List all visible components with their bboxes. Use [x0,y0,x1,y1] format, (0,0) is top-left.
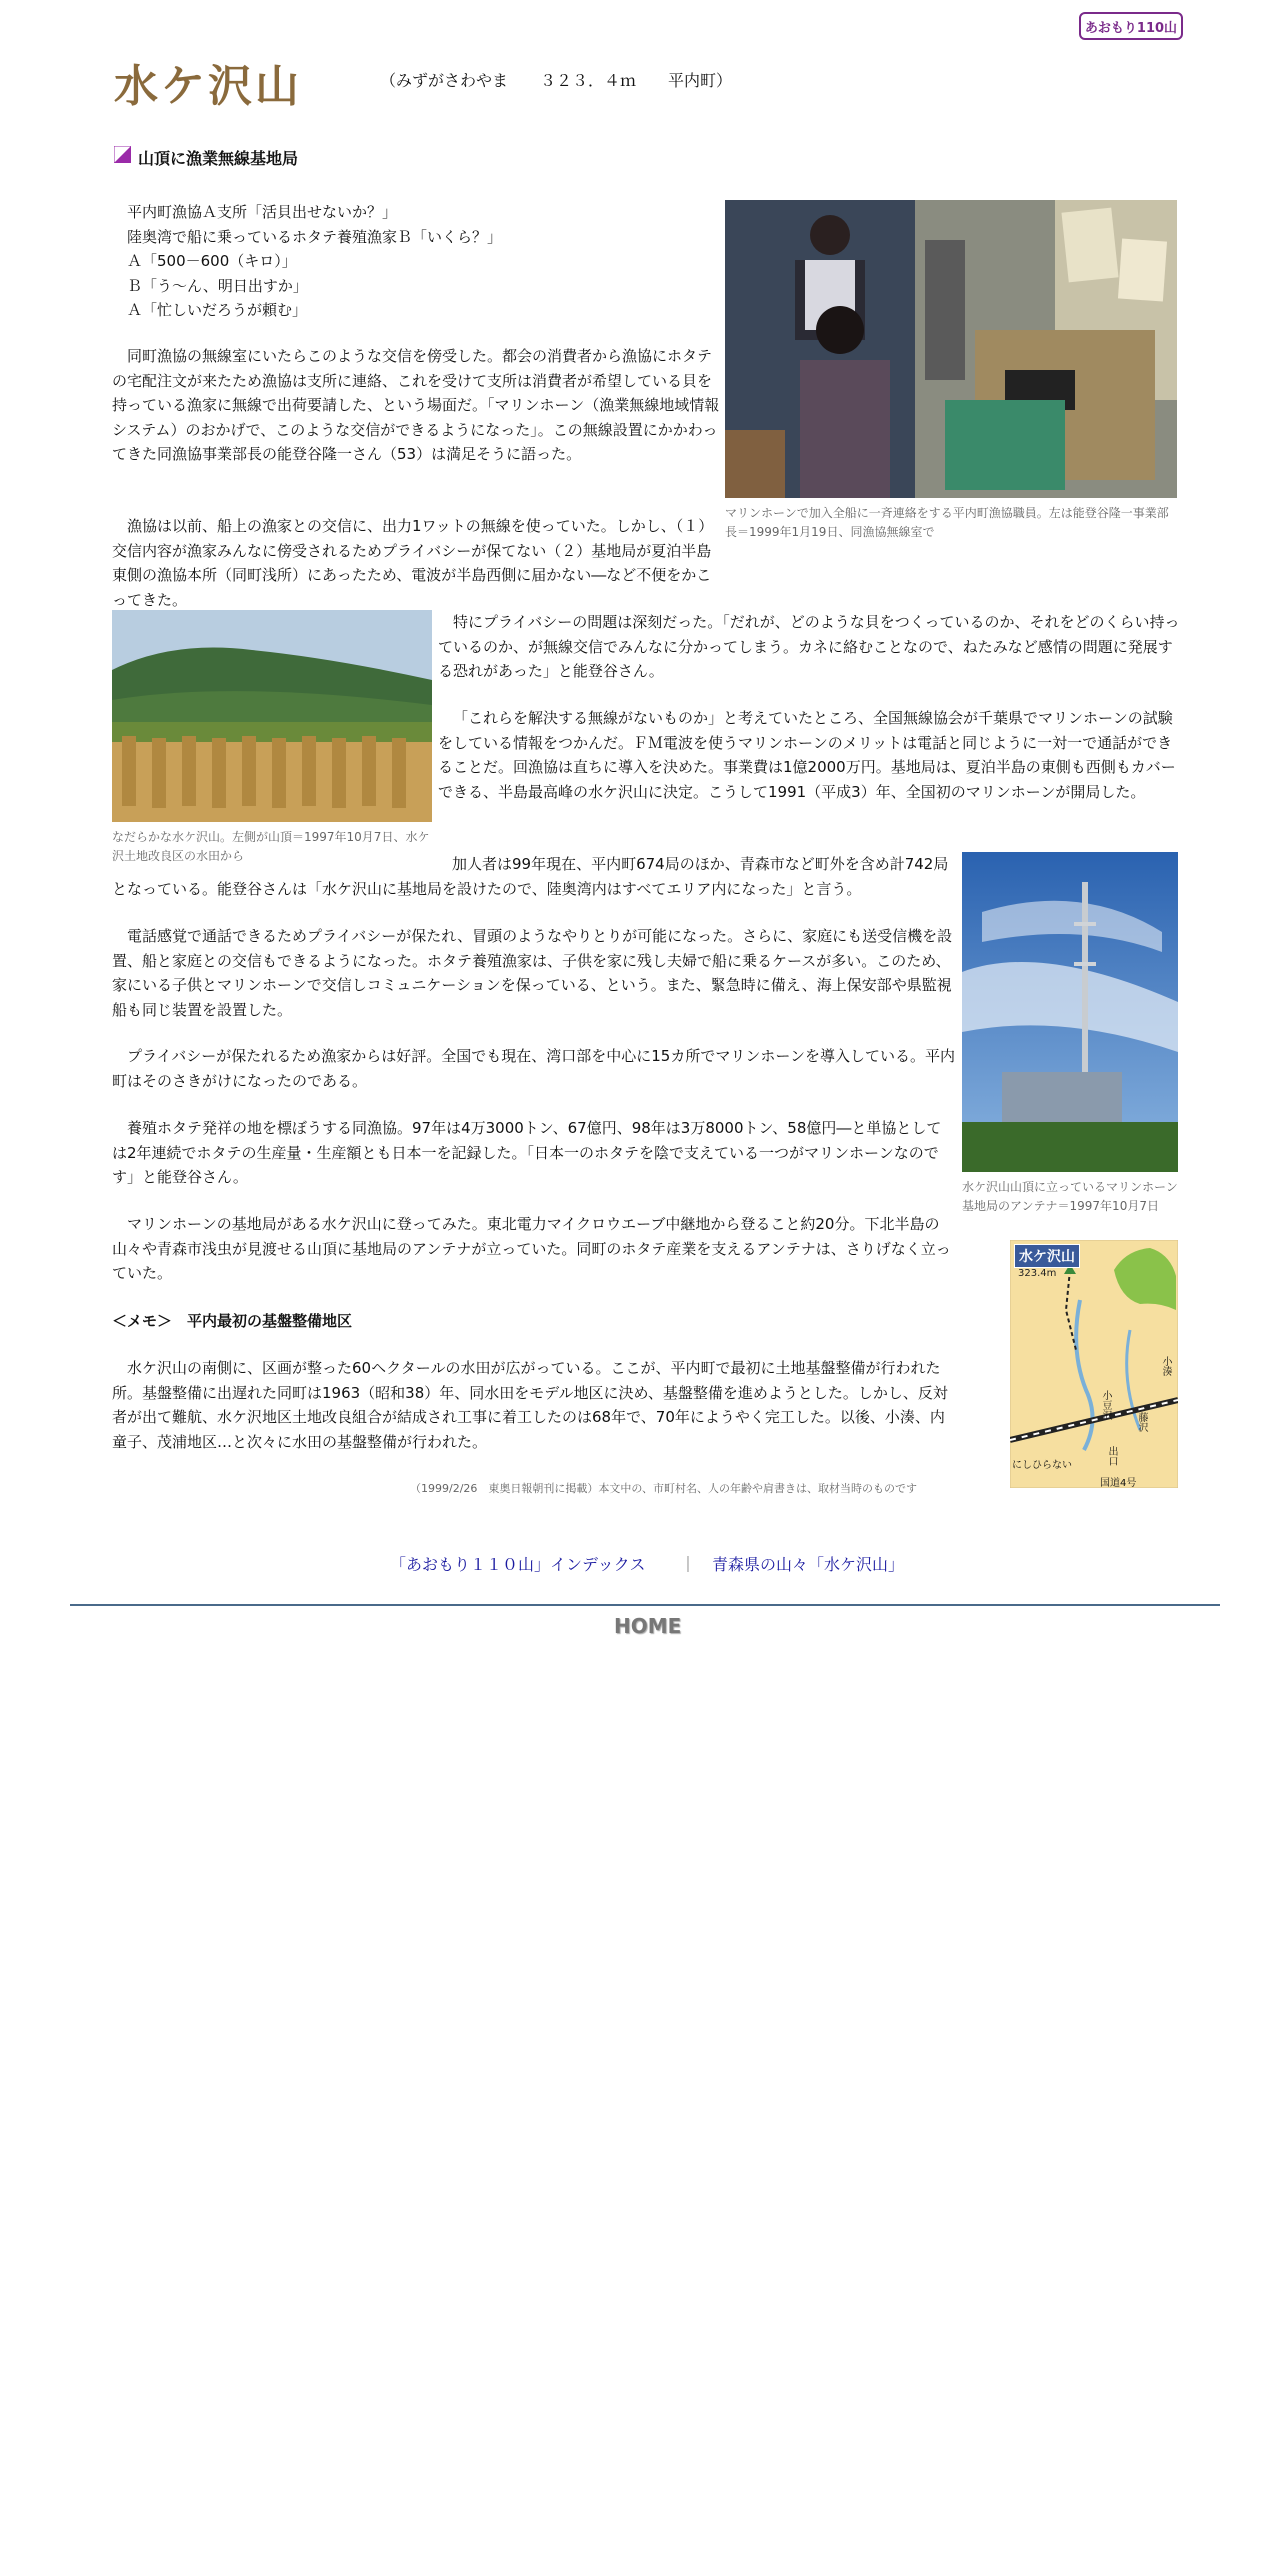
map-title: 水ケ沢山 [1019,1249,1075,1265]
antenna-photo [962,852,1178,1172]
dialogue-line: 平内町漁協Ａ支所「活貝出せないか？」 [127,203,398,221]
location-map [1010,1240,1178,1488]
paragraph: 特にプライバシーの問題は深刻だった。「だれが、どのような貝をつくっているのか、それをどのくらい持っているのか、が無線交信でみんなに分かってしまう。カネに絡むことなので、ねたみなど感情の問題に発展する恐れがあった」と能登谷さん。 [438,613,1180,681]
dialogue-line: 陸奥湾で船に乗っているホタテ養殖漁家Ｂ「いくら？」 [127,227,503,246]
section-heading: 山頂に漁業無線基地局 [138,149,299,168]
paragraph: マリンホーンの基地局がある水ケ沢山に登ってみた。東北電力マイクロウエーブ中継地から登ること約20分。下北半島の山々や青森市浅虫が見渡せる山頂に基地局のアンテナが立っていた。同町のホタテ産業を支えるアンテナは、さりげなく立っていた。 [112,1215,951,1283]
link-separator: ｜ [680,1555,697,1574]
radio-room-photo [725,200,1177,498]
radio-room-photo-caption: マリンホーンで加入全船に一斉連絡をする平内町漁協職員。左は能登谷隆一事業部長＝1999年1月19日、同漁協無線室で [725,506,1169,539]
antenna-photo-caption: 水ケ沢山山頂に立っているマリンホーン基地局のアンテナ＝1997年10月7日 [962,1180,1178,1213]
dialogue-line: Ａ「500－600（キロ）」 [127,252,297,271]
map-elevation: 323.4m [1018,1268,1057,1279]
badge-label: あおもり110山 [1084,20,1178,36]
paragraph: 「これらを解決する無線がないものか」と考えていたところ、全国無線協会が千葉県でマリンホーンの試験をしている情報をつかんだ。ＦＭ電波を使うマリンホーンのメリットは電話と同じように一対一で通話ができることだ。回漁協は直ちに導入を決めた。事業費は1億2000万円。基地局は、夏泊半島の東側も西側もカバーできる、半島最高峰の水ケ沢山に決定。こうして1991（平成3）年、全国初のマリンホーンが開局した。 [438,709,1176,801]
dialogue-block [112,200,712,323]
index-link[interactable]: 「あおもり１１０山」インデックス [390,1555,646,1574]
paragraph: 加人者は99年現在、平内町674局のほか、青森市など町外を含め計742局となっている。能登谷さんは「水ケ沢山に基地局を設けたので、陸奥湾内はすべてエリア内になった」と言う。 [112,855,949,898]
mountain-field-photo-caption: なだらかな水ケ沢山。左側が山頂＝1997年10月7日、水ケ沢土地改良区の水田から [112,830,430,863]
home-link[interactable]: HOME [614,1614,682,1638]
footer-divider [70,1604,1220,1606]
map-label-kominato: 小湊 [1160,1356,1171,1376]
map-label-fujisawa: 藤沢 [1136,1412,1147,1432]
heading-icon [114,146,131,163]
page-title: 水ケ沢山 [114,61,302,112]
aomori-110-badge[interactable] [1079,12,1183,40]
paragraph: プライバシーが保たれるため漁家からは好評。全国でも現在、湾口部を中心に15カ所でマリンホーンを導入している。平内町はそのさきがけになったのである。 [112,1047,956,1090]
map-label-nishihiranai: にしひらない [1012,1460,1072,1471]
paragraph: 漁協は以前、船上の漁家との交信に、出力1ワットの無線を使っていた。しかし、（１）交信内容が漁家みんなに傍受されるためプライバシーが保てない（２）基地局が夏泊半島東側の漁協本所（同町浅所）にあったため、電波が半島西側に届かない―など不便をかこってきた。 [112,517,714,609]
paragraph: 電話感覚で通話できるためプライバシーが保たれ、冒頭のようなやりとりが可能になった。さらに、家庭にも送受信機を設置、船と家庭との交信もできるようになった。ホタテ養殖漁家は、子供を家に残し夫婦で船に乗るケースが多い。このため、家にいる子供とマリンホーンで交信しコミュニケーションを保っている、という。また、緊急時に備え、海上保安部や県監視船も同じ装置を設置した。 [112,927,953,1019]
paragraph: 養殖ホタテ発祥の地を標ぼうする同漁協。97年は4万3000トン、67億円、98年は3万8000トン、58億円―と単協としては2年連続でホタテの生産量・生産額とも日本一を記録した。「日本一のホタテを陰で支えている一つがマリンホーンなのです」と能登谷さん。 [112,1119,942,1187]
source-note: （1999/2/26 東奥日報朝刊に掲載）本文中の、市町村名、人の年齢や肩書きは、取材当時のものです [410,1482,917,1495]
map-label-route4: 国道4号 [1100,1478,1137,1489]
map-label-deguchi: 出口 [1106,1446,1117,1466]
dialogue-line: Ｂ「う～ん、明日出すか」 [127,276,308,295]
map-title-box [1014,1244,1080,1268]
mountains-link[interactable]: 青森県の山々「水ケ沢山」 [712,1555,905,1574]
mountain-field-photo [112,610,432,822]
memo-heading: ＜メモ＞ 平内最初の基盤整備地区 [112,1312,353,1330]
paragraph: 水ケ沢山の南側に、区画が整った60ヘクタールの水田が広がっている。ここが、平内町で最初に土地基盤整備が行われた所。基盤整備に出遅れた同町は1963（昭和38）年、同水田をモデル地区に決め、基盤整備を進めようとした。しかし、反対者が出て難航、水ケ沢地区土地改良組合が結成され工事に着工したのは68年で、70年にようやく完工した。以後、小湊、内童子、茂浦地区…と次々に水田の基盤整備が行われた。 [112,1359,948,1451]
title-reading: （みずがさわやま ３２３．４ｍ 平内町） [380,71,733,90]
map-label-azukisawa: 小豆沢 [1100,1390,1111,1420]
paragraph: 同町漁協の無線室にいたらこのような交信を傍受した。都会の消費者から漁協にホタテの宅配注文が来たため漁協は支所に連絡、これを受けて支所は消費者が希望している貝を持っている漁家に無線で出荷要請した、という場面だ。「マリンホーン（漁業無線地域情報システム）のおかげで、このような交信ができるようになった」。この無線設置にかかわってきた同漁協事業部長の能登谷隆一さん（53）は満足そうに語った。 [112,347,720,464]
dialogue-line: Ａ「忙しいだろうが頼む」 [127,301,308,320]
